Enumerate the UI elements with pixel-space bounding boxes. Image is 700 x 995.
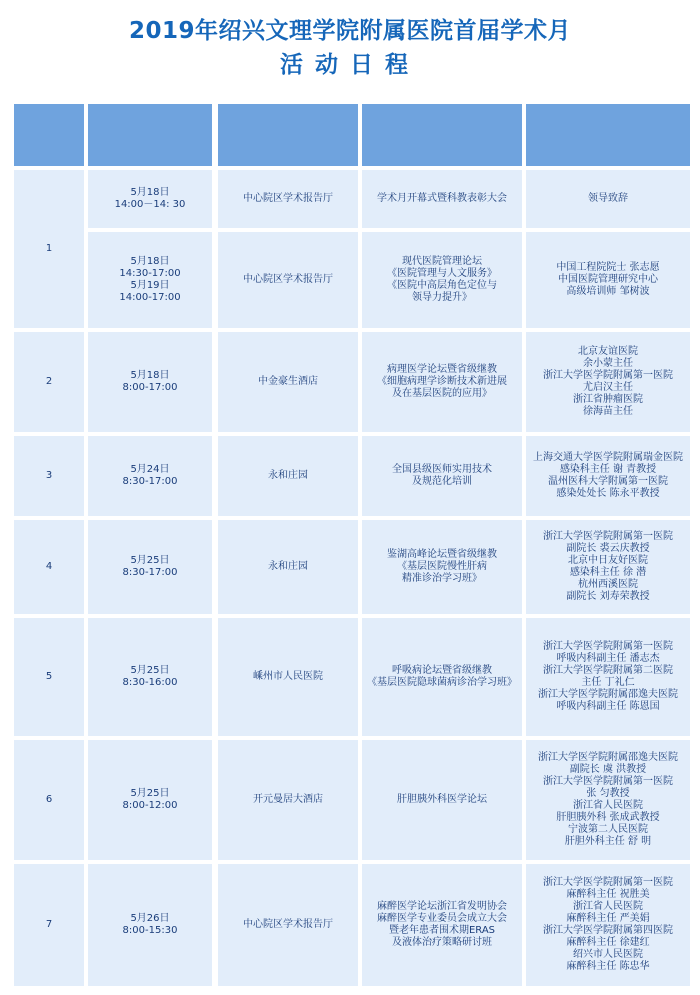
time-cell — [88, 864, 212, 986]
place-cell-line: 嵊州市人民医院 — [253, 671, 323, 682]
speaker-cell-line: 副院长 虞 洪教授 — [569, 764, 647, 775]
time-cell — [88, 232, 212, 328]
place-cell-line: 永和庄园 — [268, 561, 308, 572]
content-cell-line: 病理医学论坛暨省级继教 — [387, 364, 497, 375]
speaker-cell-line: 中国医院管理研究中心 — [558, 274, 658, 285]
speaker-cell-line: 主任 丁礼仁 — [581, 677, 635, 688]
row-number: 1 — [14, 170, 84, 328]
content-cell-line: 《基层医院隐球菌病诊治学习班》 — [367, 677, 517, 688]
header-time — [88, 104, 212, 166]
content-cell-line: 《医院管理与人文服务》 — [387, 268, 497, 279]
time-cell-line: 5月18日 — [130, 187, 170, 198]
content-cell-line: 呼吸病论坛暨省级继教 — [392, 665, 492, 676]
place-cell-line: 中心院区学术报告厅 — [243, 919, 333, 930]
content-cell-line: 《基层医院慢性肝病 — [397, 561, 487, 572]
speaker-cell-line: 肝胆外科主任 舒 明 — [564, 836, 652, 847]
content-cell-line: 《医院中高层角色定位与 — [387, 280, 497, 291]
time-cell-line: 14:00-17:00 — [119, 292, 181, 303]
content-cell — [362, 740, 522, 860]
speaker-cell-line: 浙江大学医学院附属第一医院 — [543, 531, 673, 542]
speaker-cell-line: 浙江大学医学院附属第一医院 — [543, 641, 673, 652]
time-cell-line: 8:00-15:30 — [122, 925, 178, 936]
row-number: 3 — [14, 436, 84, 516]
place-cell-line: 中心院区学术报告厅 — [243, 274, 333, 285]
time-cell — [88, 332, 212, 432]
place-cell — [218, 170, 358, 228]
place-cell-line: 中心院区学术报告厅 — [243, 193, 333, 204]
row-number: 6 — [14, 740, 84, 860]
time-cell-line: 8:00-17:00 — [122, 382, 178, 393]
speaker-cell-line: 浙江大学医学院附属邵逸夫医院 — [538, 689, 678, 700]
speaker-cell-line: 副院长 裘云庆教授 — [566, 543, 650, 554]
speaker-cell-line: 北京友谊医院 — [578, 346, 638, 357]
time-cell-line: 5月18日 — [130, 256, 170, 267]
time-cell-line: 8:30-17:00 — [122, 567, 178, 578]
time-cell-line: 8:30-17:00 — [122, 476, 178, 487]
place-cell — [218, 864, 358, 986]
content-cell-line: 麻醉医学论坛浙江省发明协会 — [377, 901, 507, 912]
speaker-cell-line: 浙江省人民医院 — [573, 901, 643, 912]
content-cell-line: 领导力提升》 — [412, 292, 472, 303]
speaker-cell-line: 肝胆胰外科 张成武教授 — [556, 812, 660, 823]
content-cell — [362, 332, 522, 432]
speaker-cell-line: 中国工程院院士 张志愿 — [556, 262, 660, 273]
time-cell — [88, 740, 212, 860]
speaker-cell-line: 北京中日友好医院 — [568, 555, 648, 566]
header-content — [362, 104, 522, 166]
content-cell — [362, 618, 522, 736]
speaker-cell-line: 浙江大学医学院附属第一医院 — [543, 877, 673, 888]
content-cell-line: 全国县级医师实用技术 — [392, 464, 492, 475]
speaker-cell — [526, 232, 690, 328]
time-cell-line: 5月25日 — [130, 555, 170, 566]
speaker-cell-line: 感染科主任 谢 青教授 — [559, 464, 657, 475]
time-cell — [88, 618, 212, 736]
speaker-cell — [526, 618, 690, 736]
speaker-cell-line: 浙江大学医学院附属第四医院 — [543, 925, 673, 936]
time-cell-line: 8:30-16:00 — [122, 677, 178, 688]
speaker-cell-line: 浙江大学医学院附属第一医院 — [543, 776, 673, 787]
speaker-cell-line: 呼吸内科副主任 陈恩国 — [556, 701, 660, 712]
header-place — [218, 104, 358, 166]
speaker-cell-line: 尤启汉主任 — [583, 382, 633, 393]
time-cell-line: 5月24日 — [130, 464, 170, 475]
content-cell-line: 及在基层医院的应用》 — [392, 388, 492, 399]
page-title: 2019年绍兴文理学院附属医院首届学术月 — [128, 18, 571, 44]
time-cell-line: 8:00-12:00 — [122, 800, 178, 811]
content-cell — [362, 436, 522, 516]
speaker-cell-line: 绍兴市人民医院 — [573, 949, 643, 960]
content-cell-line: 暨老年患者围术期ERAS — [388, 925, 496, 936]
place-cell — [218, 232, 358, 328]
place-cell — [218, 520, 358, 614]
time-cell — [88, 436, 212, 516]
place-cell — [218, 436, 358, 516]
speaker-cell-line: 感染科主任 徐 潜 — [569, 567, 647, 578]
speaker-cell-line: 张 匀教授 — [586, 788, 630, 799]
row-number: 5 — [14, 618, 84, 736]
speaker-cell-line: 徐海苗主任 — [583, 406, 633, 417]
time-cell-line: 5月25日 — [130, 665, 170, 676]
speaker-cell-line: 浙江省肿瘤医院 — [573, 394, 643, 405]
speaker-cell — [526, 740, 690, 860]
row-number: 7 — [14, 864, 84, 986]
header-no — [14, 104, 84, 166]
speaker-cell-line: 上海交通大学医学院附属瑞金医院 — [533, 452, 683, 463]
place-cell — [218, 618, 358, 736]
content-cell-line: 精准诊治学习班》 — [402, 573, 482, 584]
content-cell-line: 及液体治疗策略研讨班 — [392, 937, 492, 948]
speaker-cell-line: 宁波第二人民医院 — [568, 824, 648, 835]
speaker-cell-line: 温州医科大学附属第一医院 — [548, 476, 668, 487]
content-cell-line: 学术月开幕式暨科教表彰大会 — [377, 193, 507, 204]
speaker-cell-line: 浙江省人民医院 — [573, 800, 643, 811]
speaker-cell — [526, 170, 690, 228]
content-cell — [362, 520, 522, 614]
time-cell-line: 14:30-17:00 — [119, 268, 181, 279]
content-cell-line: 肝胆胰外科医学论坛 — [397, 794, 487, 805]
header-speaker — [526, 104, 690, 166]
place-cell — [218, 740, 358, 860]
speaker-cell-line: 领导致辞 — [588, 193, 628, 204]
time-cell-line: 5月26日 — [130, 913, 170, 924]
time-cell — [88, 520, 212, 614]
speaker-cell-line: 杭州西溪医院 — [578, 579, 638, 590]
time-cell-line: 5月18日 — [130, 370, 170, 381]
time-cell-line: 5月25日 — [130, 788, 170, 799]
speaker-cell — [526, 436, 690, 516]
place-cell — [218, 332, 358, 432]
row-number: 4 — [14, 520, 84, 614]
place-cell-line: 开元曼居大酒店 — [253, 794, 323, 805]
content-cell — [362, 170, 522, 228]
speaker-cell-line: 浙江大学医学院附属邵逸夫医院 — [538, 752, 678, 763]
time-cell-line: 5月19日 — [130, 280, 170, 291]
speaker-cell-line: 麻醉科主任 祝胜美 — [566, 889, 650, 900]
time-cell — [88, 170, 212, 228]
speaker-cell-line: 麻醉科主任 陈忠华 — [566, 961, 650, 972]
speaker-cell — [526, 520, 690, 614]
speaker-cell-line: 麻醉科主任 严美娟 — [566, 913, 650, 924]
speaker-cell — [526, 864, 690, 986]
time-cell-line: 14:00－14: 30 — [114, 199, 186, 210]
page-subtitle: 活动日程 — [280, 52, 420, 78]
content-cell — [362, 864, 522, 986]
place-cell-line: 中金豪生酒店 — [258, 376, 318, 387]
speaker-cell-line: 呼吸内科副主任 潘志杰 — [556, 653, 660, 664]
speaker-cell-line: 麻醉科主任 徐建红 — [566, 937, 650, 948]
row-number: 2 — [14, 332, 84, 432]
speaker-cell-line: 感染处处长 陈永平教授 — [556, 488, 660, 499]
place-cell-line: 永和庄园 — [268, 470, 308, 481]
speaker-cell-line: 浙江大学医学院附属第二医院 — [543, 665, 673, 676]
content-cell-line: 现代医院管理论坛 — [402, 256, 482, 267]
content-cell — [362, 232, 522, 328]
content-cell-line: 麻醉医学专业委员会成立大会 — [377, 913, 507, 924]
content-cell-line: 及规范化培训 — [412, 476, 472, 487]
content-cell-line: 《细胞病理学诊断技术新进展 — [377, 376, 507, 387]
speaker-cell-line: 副院长 刘寿荣教授 — [566, 591, 650, 602]
speaker-cell-line: 余小蒙主任 — [583, 358, 633, 369]
speaker-cell-line: 浙江大学医学院附属第一医院 — [543, 370, 673, 381]
speaker-cell-line: 高级培训师 邹树波 — [566, 286, 650, 297]
content-cell-line: 鉴湖高峰论坛暨省级继教 — [387, 549, 497, 560]
speaker-cell — [526, 332, 690, 432]
